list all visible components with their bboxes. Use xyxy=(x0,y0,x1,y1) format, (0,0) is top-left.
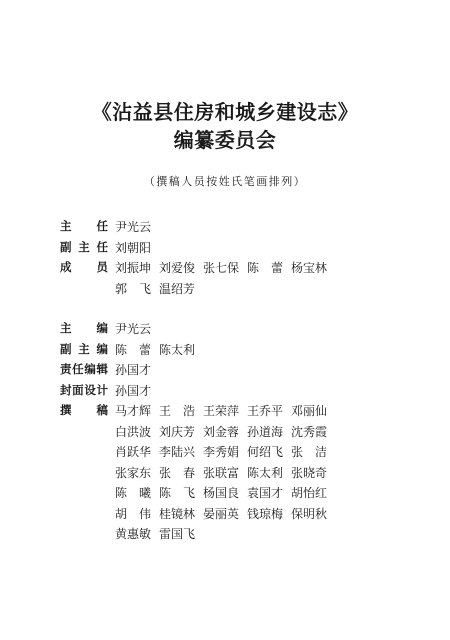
person-name: 白洪波 xyxy=(115,424,152,439)
name-group xyxy=(115,423,335,440)
person-name: 何绍飞 xyxy=(247,445,284,459)
name-group xyxy=(115,341,203,358)
name-group xyxy=(115,443,335,460)
person-name: 王乔平 xyxy=(247,404,284,418)
person-name: 尹光云 xyxy=(115,322,152,336)
name-group xyxy=(115,402,335,419)
person-name: 保明秋 xyxy=(291,506,328,521)
person-name: 张七保 xyxy=(203,261,240,275)
person-name: 晏丽英 xyxy=(203,506,240,521)
person-name: 温绍芳 xyxy=(159,281,196,296)
name-group xyxy=(115,361,159,378)
person-name: 肖跃华 xyxy=(115,445,152,459)
person-name: 张家东 xyxy=(115,465,152,480)
name-group xyxy=(115,320,159,337)
person-name: 刘振坤 xyxy=(115,261,152,275)
name-group xyxy=(115,464,335,481)
person-name: 李陆兴 xyxy=(159,445,196,459)
role-label: 成 员 xyxy=(60,260,108,274)
person-name: 李秀娟 xyxy=(203,445,240,459)
person-name: 尹光云 xyxy=(115,220,152,234)
person-name: 袁国才 xyxy=(247,486,284,500)
name-group xyxy=(115,239,159,256)
role-label: 主 编 xyxy=(60,321,108,335)
person-name: 刘爱俊 xyxy=(159,261,196,275)
person-name: 陈 蕾 xyxy=(247,261,284,275)
person-name: 邓丽仙 xyxy=(291,404,328,418)
person-name: 杨国良 xyxy=(203,486,240,500)
name-group xyxy=(115,382,159,399)
name-group xyxy=(115,218,159,235)
person-name: 刘庆芳 xyxy=(159,424,196,439)
person-name: 钱琼梅 xyxy=(247,506,284,521)
person-name: 黄惠敏 xyxy=(115,527,152,541)
person-name: 张 春 xyxy=(159,465,196,480)
person-name: 陈 飞 xyxy=(159,486,196,500)
person-name: 王 浩 xyxy=(159,404,196,418)
person-name: 陈 蕾 xyxy=(115,342,152,357)
person-name: 胡怡红 xyxy=(291,486,328,500)
person-name: 孙国才 xyxy=(115,363,152,377)
person-name: 雷国飞 xyxy=(159,527,196,541)
role-label: 责 任 编 辑 xyxy=(60,362,108,376)
document-subtitle: 编纂委员会 xyxy=(173,128,277,152)
role-label: 主 任 xyxy=(60,219,108,233)
person-name: 陈太利 xyxy=(247,465,284,480)
person-name: 刘金蓉 xyxy=(203,424,240,439)
person-name: 孙国才 xyxy=(115,383,152,398)
person-name: 王荣萍 xyxy=(203,404,240,418)
name-group xyxy=(115,280,203,297)
role-label: 撰 稿 xyxy=(60,403,108,417)
person-name: 张晓奇 xyxy=(291,465,328,480)
person-name: 胡 伟 xyxy=(115,506,152,521)
role-label: 封 面 设 计 xyxy=(60,382,108,397)
person-name: 杨宝林 xyxy=(291,261,328,275)
name-group xyxy=(115,484,335,501)
role-label: 副 主 任 xyxy=(60,239,108,254)
person-name: 张 洁 xyxy=(291,445,328,459)
person-name: 马才辉 xyxy=(115,404,152,418)
person-name: 桂镜林 xyxy=(159,506,196,521)
name-group xyxy=(115,259,335,276)
person-name: 郭 飞 xyxy=(115,281,152,296)
name-group xyxy=(115,525,203,542)
document-title: 《沾益县住房和城乡建设志》 xyxy=(91,100,359,124)
role-label: 副 主 编 xyxy=(60,341,108,356)
person-name: 陈太利 xyxy=(159,342,196,357)
person-name: 沈秀霞 xyxy=(291,424,328,439)
name-group xyxy=(115,505,335,522)
person-name: 孙道海 xyxy=(247,424,284,439)
person-name: 张联富 xyxy=(203,465,240,480)
ordering-note: （撰稿人员按姓氏笔画排列） xyxy=(143,175,307,188)
person-name: 刘朝阳 xyxy=(115,240,152,255)
person-name: 陈 曦 xyxy=(115,486,152,500)
